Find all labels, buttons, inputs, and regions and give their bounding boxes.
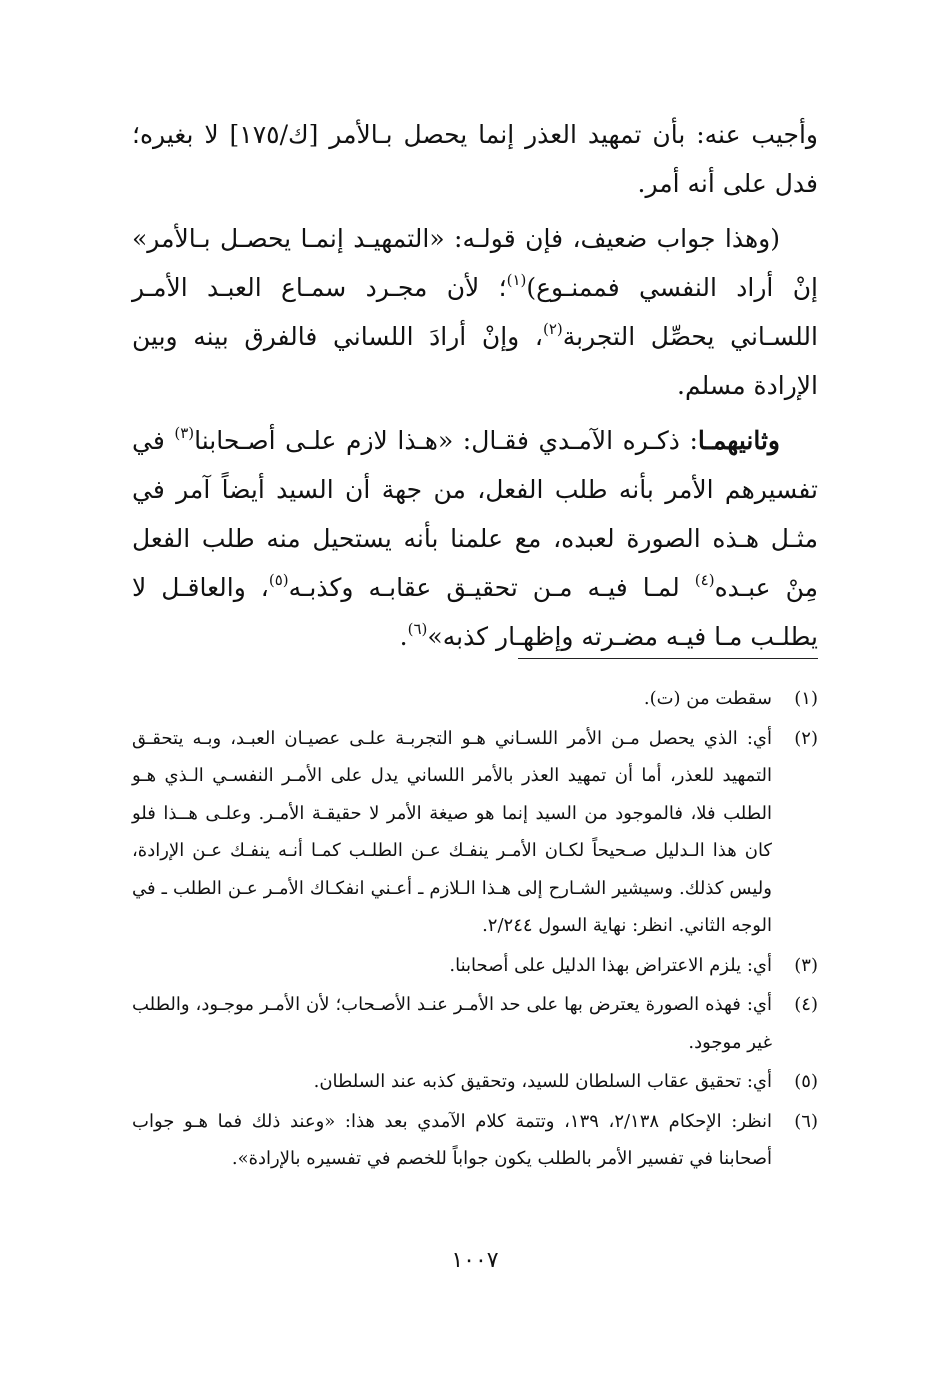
footnote-number: (١) bbox=[794, 688, 818, 709]
footnote-ref-1: (١) bbox=[506, 271, 527, 289]
footnote-text: أي: يلزم الاعتراض بهذا الدليل على أصحابنا. bbox=[449, 954, 772, 976]
footnote-number: (٤) bbox=[794, 994, 818, 1015]
footnote-number: (٥) bbox=[794, 1071, 818, 1092]
paragraph-3-text-b: في تفسيرهم الأمر بأنه طلب الفعل، من جهة أن السيد أيضاً آمر في مثـل هـذه الصورة لعبده، مع علمنا بأنه يستحيل منه طلب الفعل مِنْ عبـده bbox=[132, 426, 818, 602]
footnote-text: أي: فهذه الصورة يعترض بها على حد الأمـر عنـد الأصـحاب؛ لأن الأمـر موجـود، والطلب غير موجود. bbox=[132, 994, 772, 1053]
footnote-4 bbox=[132, 986, 818, 1061]
footnote-ref-5: (٥) bbox=[268, 571, 289, 589]
footnote-number: (٣) bbox=[794, 954, 818, 976]
page-number: ١٠٠٧ bbox=[451, 1248, 499, 1273]
footnote-3 bbox=[132, 947, 818, 985]
paragraph-1-text: وأجيب عنه: بأن تمهيد العذر إنما يحصل بـالأمر [ك/١٧٥] لا بغيره؛ فدل على أنه أمر. bbox=[132, 120, 818, 198]
paragraph-2-text-b: ؛ لأن مجـرد سمـاع العبـد الأمـر اللسـاني يحصِّل التجربة bbox=[132, 273, 818, 351]
footnote-text: أي: تحقيق عقاب السلطان للسيد، وتحقيق كذبه عند السلطان. bbox=[313, 1071, 772, 1092]
paragraph-1 bbox=[132, 110, 818, 208]
footnote-1 bbox=[132, 680, 818, 718]
footnote-5 bbox=[132, 1063, 818, 1101]
paragraph-3-text-c: لمـا فيـه مـن تحقيـق عقابـه وكذبـه bbox=[288, 573, 695, 602]
main-text bbox=[132, 110, 818, 661]
paragraph-2-text-a: (وهذا جواب ضعيف، فإن قولـه: «التمهيـد إنمـا يحصـل بـالأمر» إنْ أراد النفسي فممنـوع) bbox=[132, 224, 818, 302]
footnote-ref-6: (٦) bbox=[407, 620, 428, 638]
footnote-2 bbox=[132, 720, 818, 945]
paragraph-3-heading: وثانيهمـا bbox=[697, 426, 780, 455]
footnote-number: (٦) bbox=[794, 1110, 818, 1132]
footnote-text: انظر: الإحكام ٢/١٣٨، ١٣٩، وتتمة كلام الآمدي بعد هذا: «وعند ذلك فما هـو جواب أصحابنا في تفسير الأمر بالطلب يكون جواباً للخصم في تفسيره بالإرادة». bbox=[132, 1110, 772, 1169]
footnote-separator-rule bbox=[518, 658, 818, 659]
paragraph-3-text-a: : ذكـره الآمـدي فقـال: «هـذا لازم علـى أصـحابنا bbox=[194, 426, 698, 455]
paragraph-3-text-e: . bbox=[399, 622, 408, 651]
paragraph-3-text-d: ، والعاقـل لا يطلـب مـا فيـه مضـرته وإظهـار كذبه» bbox=[132, 573, 818, 651]
footnote-ref-3: (٣) bbox=[174, 424, 195, 442]
footnote-text: أي: الذي يحصل مـن الأمر اللسـاني هـو التجربـة علـى عصيـان العبـد، وبـه يتحقـق التمهيد للعذر، أما أن تمهيد العذر بالأمر اللساني يدل على الأمـر النفسـي الـذي هـو الطلب فلا، فالموجود من السيد إنما هو صيغة الأمر لا حقيقـة الأمـر. وعلـى هــذا فلو كان هذا الـدليل صـحيحاً لكـان الأمـر ينفـك عـن الطلـب كمـا أنـه ينفـك عـن الإرادة، وليس كذلك. وسيشير الشـارح إلى هـذا الـلازم ـ أعـني انفكـاك الأمـر عـن الطلب ـ في الوجه الثاني. انظر: نهاية السول ٢/٢٤٤. bbox=[132, 727, 773, 936]
footnote-ref-4: (٤) bbox=[694, 571, 715, 589]
footnote-number: (٢) bbox=[794, 727, 818, 749]
paragraph-2 bbox=[132, 214, 818, 410]
paragraph-2-text-c: ، وإنْ أرادَ اللساني فالفرق بينه وبين الإرادة مسلم. bbox=[132, 322, 818, 400]
paragraph-3 bbox=[132, 416, 818, 661]
footnote-text: سقطت من (ت). bbox=[643, 688, 772, 709]
footnote-6 bbox=[132, 1103, 818, 1178]
footnotes bbox=[132, 680, 818, 1180]
footnote-ref-2: (٢) bbox=[542, 320, 563, 338]
page bbox=[132, 110, 818, 1273]
